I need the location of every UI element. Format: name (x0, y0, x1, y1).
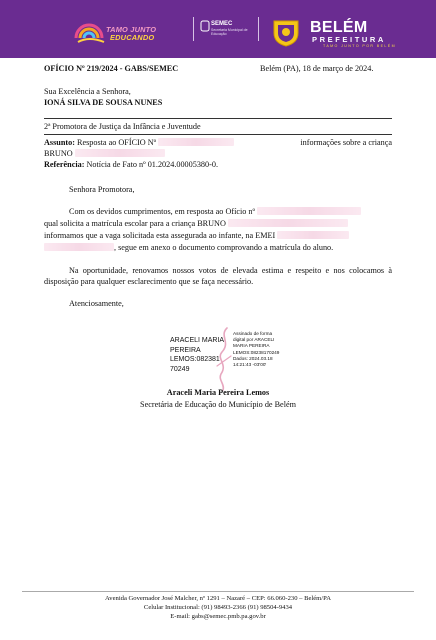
referencia-text: Notícia de Fato nº 01.2024.00005380-0. (86, 160, 218, 169)
divider-line (44, 118, 392, 119)
stamp-line: PEREIRA (170, 346, 201, 354)
assunto-label: Assunto: (44, 138, 75, 147)
oficio-number: OFÍCIO Nº 219/2024 - GABS/SEMEC (44, 64, 179, 73)
paragraph-1-line-4 (44, 242, 333, 253)
stamp-line: ARACELI MARIA (170, 337, 225, 344)
logo-line-tamo-junto: TAMO JUNTO (106, 25, 157, 34)
assunto-text-end: informações sobre a criança (300, 138, 392, 147)
rainbow-logo-icon (72, 16, 108, 46)
letterhead-header (0, 0, 436, 58)
footer-phones: Celular Institucional: (91) 98493-2366 (91) 98504-9434 (143, 604, 293, 611)
closing: Atenciosamente, (69, 299, 124, 308)
belem-title: BELÉM (310, 19, 368, 36)
footer-divider (22, 591, 414, 592)
p1-text: informamos que a vaga solicitada esta assegurada ao infante, na EMEI (44, 231, 276, 240)
p1-text: , segue em anexo o documento comprovando a matrícula do aluno. (114, 243, 334, 252)
semec-subtitle: Secretaria Municipal de Educação (211, 28, 248, 37)
belem-slogan: TAMO JUNTO POR BELÉM (323, 44, 396, 48)
footer-email: E-mail: gabs@semec.pmb.pa.gov.br (170, 613, 266, 620)
p1-text: qual solicita a matrícula escolar para a criança BRUNO (44, 219, 226, 228)
assunto-line (44, 137, 392, 148)
digital-line: LEMOS:08238170249 (233, 349, 280, 355)
header-divider (193, 17, 194, 41)
referencia-line (44, 159, 218, 170)
place-date: Belém (PA), 18 de março de 2024. (260, 64, 374, 73)
footer-address: Avenida Governador José Malcher, nº 1291 – Nazaré – CEP: 66.060-230 – Belém/PA (105, 595, 331, 602)
stamp-line: 70249 (170, 365, 190, 373)
digital-line: 14:21:43 -03'00' (233, 362, 267, 368)
greeting: Senhora Promotora, (69, 185, 135, 194)
redacted-area (44, 243, 114, 251)
digital-line: MARIA PEREIRA (233, 343, 270, 349)
semec-logo (211, 18, 261, 42)
salutation: Sua Excelência a Senhora, (44, 87, 131, 96)
assunto-text: Resposta ao OFÍCIO Nº (77, 138, 157, 147)
digital-line: Assinado de forma (233, 331, 273, 336)
redacted-area (75, 149, 165, 157)
header-divider (258, 17, 259, 41)
semec-emblem-icon (200, 20, 210, 32)
signer-title: Secretária de Educação do Município de Belém (140, 400, 296, 409)
redacted-area (158, 138, 234, 146)
tamo-junto-educando-logo (72, 16, 180, 46)
assunto-line-2 (44, 148, 165, 159)
addressee-name: IONÁ SILVA DE SOUSA NUNES (44, 98, 163, 107)
referencia-label: Referência: (44, 160, 85, 169)
paragraph-1-line-2 (44, 218, 348, 229)
addressee-office: 2ª Promotora de Justiça da Infância e Juventude (44, 122, 201, 131)
stamp-line: LEMOS:082381 (170, 356, 220, 364)
signature-scribble-icon (213, 326, 235, 392)
digital-signature-details (233, 331, 279, 368)
redacted-area (277, 231, 349, 239)
divider-line (44, 134, 392, 135)
digital-line: digital por ARACELI (233, 337, 275, 343)
belem-coat-of-arms-icon (270, 17, 302, 47)
digital-line: Dados: 2024.03.18 (233, 355, 273, 361)
p1-text: Com os devidos cumprimentos, em resposta ao Ofício nº (69, 207, 256, 216)
paragraph-1-line-3 (44, 230, 349, 241)
assunto-child-name: BRUNO (44, 149, 73, 158)
logo-line-educando: EDUCANDO (110, 33, 155, 42)
semec-title: SEMEC (211, 21, 233, 27)
redacted-area (228, 219, 348, 227)
redacted-area (257, 207, 361, 215)
paragraph-1-line-1 (69, 206, 361, 217)
belem-prefeitura: PREFEITURA (312, 35, 386, 44)
signer-name: Araceli Maria Pereira Lemos (166, 388, 270, 397)
paragraph-2: Na oportunidade, renovamos nossos votos de elevada estima e respeito e nos colocamos à disposição para qualquer esclarecimento que se faça necessário. (44, 266, 392, 286)
